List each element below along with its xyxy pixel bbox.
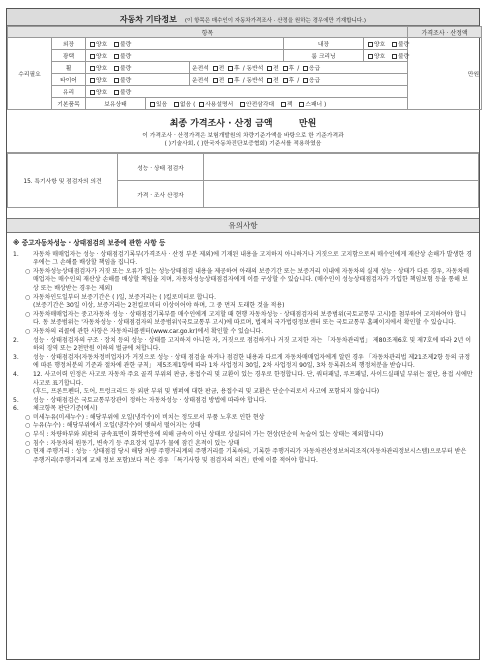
gloss-options: 양호 불량	[86, 50, 284, 62]
notice-item-number: 5.	[13, 396, 19, 404]
notice-item-bullet: ○	[25, 422, 31, 430]
gloss-good-checkbox[interactable]	[90, 54, 95, 59]
notice-item-bullet: ○	[25, 448, 31, 456]
notice-item-bullet	[25, 302, 33, 311]
notice-item-text: 자동차 매매업자는 성능 · 상태점검기록부(가격조사 · 산정 부분 제외)에 기재된 내용을 고지하지 아니하거나 거짓으로 고지함으로써 매수인에게 재산상 손해가 발생한 경우에는 그 손해를 배상할 책임을 집니다.	[33, 250, 472, 267]
final-price-heading: 최종 가격조사 · 산정 금액	[169, 119, 273, 129]
notice-item	[13, 388, 473, 397]
tire-driver-rear-checkbox[interactable]	[228, 78, 233, 83]
notice-item-bullet	[25, 251, 33, 268]
tire-positions: 운전석 전 후 / 동반석 전 후 / 응급	[190, 74, 408, 86]
notice-item	[13, 405, 473, 414]
notice-item-number	[13, 440, 25, 449]
notice-item-number	[13, 414, 25, 423]
wheel-label: 휠	[52, 62, 86, 74]
notice-item-text: 부식 : 차량하부와 외판의 금속표면이 화학반응에 의해 금속이 아닌 상태로 상실되어 가는 현상(단순히 녹슬어 있는 상태는 제외합니다)	[33, 431, 384, 439]
exterior-options: 양호 불량	[86, 38, 284, 50]
triangle-checkbox[interactable]	[240, 102, 245, 107]
notice-item	[13, 397, 473, 406]
notice-item	[13, 268, 473, 294]
row-basic-items	[8, 98, 482, 110]
notice-item-text: 자동차매매업자는 중고자동차 성능 · 상태점검기록부를 매수인에게 고지할 때 현행 자동차성능 · 상태점검자의 보증범위(국토교통부 고시)를 첨부하여 고지하여야 합니다. 동 보증범위는 '자동차성능 · 상태점검자의 보증범위'(국토교통부 고시)에 따르며, 법제처 국가법령정보센터 또는 국토교통부 홈페이지에서 확인할 수 있습니다.	[33, 310, 467, 327]
notice-item-bullet: ○	[25, 293, 31, 301]
repair-needed-label: 수리필요	[8, 38, 52, 110]
manual-checkbox[interactable]	[199, 102, 204, 107]
other-info-title-bar	[7, 9, 479, 26]
table-header	[8, 27, 482, 38]
notice-item-bullet	[25, 337, 33, 354]
summary-note-1: 이 가격조사 · 산정가격은 보험개발원의 차량기준가액을 바탕으로 한 기준가격과	[142, 133, 344, 139]
notice-item-number	[13, 388, 25, 397]
notice-item-number	[13, 422, 25, 431]
basic-items-label: 기본품목	[52, 98, 86, 110]
notice-item-text: 미세누유(미세누수) : 해당부위에 오일(냉각수)이 비치는 정도로서 부품 노후로 인한 현상	[33, 413, 265, 421]
basic-have-checkbox[interactable]	[150, 102, 155, 107]
basic-none-checkbox[interactable]	[174, 102, 179, 107]
wheel-bad-checkbox[interactable]	[114, 66, 119, 71]
notice-item-bullet: ○	[25, 439, 31, 447]
notice-item-bullet	[25, 397, 33, 406]
price-unit: 만원	[467, 72, 480, 78]
notice-item	[13, 328, 473, 337]
notice-item	[13, 440, 473, 449]
notice-item	[13, 422, 473, 431]
notice-item-number: 1.	[13, 250, 19, 258]
notice-item	[13, 302, 473, 311]
wheel-passenger-front-checkbox[interactable]	[267, 66, 272, 71]
section-subtitle: (이 항목은 매수인이 자동차가격조사 · 산정을 원하는 경우에만 기재합니다.)	[184, 18, 367, 24]
notice-item-text: 누유(누수) : 해당부위에서 오일(냉각수)이 맺혀서 떨어지는 상태	[33, 422, 201, 430]
appraiser-label: 가격 · 조사 산정자	[118, 181, 204, 208]
room-bad-checkbox[interactable]	[392, 54, 397, 59]
wheel-options: 양호 불량	[86, 62, 190, 74]
notice-item-number	[13, 328, 25, 337]
notice-item	[13, 337, 473, 354]
basic-items-options: 있음 없음 ( 사용설명서 안전삼각대 잭 스패너 )	[146, 98, 482, 110]
wheel-good-checkbox[interactable]	[90, 66, 95, 71]
notice-item-text: 자동차인도일부터 보증기간은 ( )일, 보증거리는 ( )킬로미터로 합니다.	[33, 293, 217, 301]
header-item: 항목	[8, 27, 408, 38]
exterior-good-checkbox[interactable]	[90, 42, 95, 47]
notice-item-text: 체크항목 판단기준(예시)	[33, 405, 98, 413]
final-price-summary	[7, 110, 479, 153]
notice-list	[13, 251, 473, 466]
notice-item	[13, 448, 473, 465]
interior-label: 내장	[284, 38, 364, 50]
notice-item-bullet	[25, 354, 33, 371]
notice-item-bullet	[25, 405, 33, 414]
notice-title: ※ 중고자동차성능 · 상태점검의 보증에 관한 사항 등	[13, 239, 166, 247]
notice-item-text: 성능 · 상태점검자(자동차정비업자)가 거짓으로 성능 · 상태 점검을 하거나 점검한 내용과 다르게 자동차매매업자에게 알린 경우 「자동차관리법 제21조제2항 등의 규정에 따른 행정처분의 기준과 절차에 관한 규칙」 제5조제1항에 따라 1차 사업정지 30일, 2차 사업정지 90일, 3차 등록취소의 행정처분을 받습니다.	[33, 353, 471, 370]
glass-bad-checkbox[interactable]	[114, 90, 119, 95]
notice-item-text: 자동차의 리콜에 관한 사항은 자동차리콜센터(www.car.go.kr)에서 확인할 수 있습니다.	[33, 327, 264, 335]
notice-item-number	[13, 311, 25, 328]
section-title: 자동차 기타정보	[119, 15, 177, 24]
notice-item	[13, 294, 473, 303]
room-good-checkbox[interactable]	[368, 54, 373, 59]
notice-item	[13, 311, 473, 328]
exterior-label: 외장	[52, 38, 86, 50]
other-info-table	[7, 26, 482, 110]
jack-checkbox[interactable]	[281, 102, 286, 107]
wheel-passenger-rear-checkbox[interactable]	[283, 66, 288, 71]
header-price: 가격조사 · 산정액	[408, 27, 482, 38]
notice-item-text: 성능 · 상태점검자의 구조 · 장치 등의 성능 · 상태를 고지하지 아니한 자, 거짓으로 점검하거나 거짓 고지한 자는 「자동차관리법」 제80조제6호 및 제7호에 따라 2년 이하의 징역 또는 2천만원 이하의 벌금에 처합니다.	[33, 336, 472, 353]
notice-item-bullet: ○	[25, 267, 31, 275]
interior-bad-checkbox[interactable]	[392, 42, 397, 47]
room-cleaning-label: 룸 크리닝	[284, 50, 364, 62]
notice-item-number	[13, 294, 25, 303]
notice-item-text: 침수 : 자동차의 원동기, 변속기 등 주요장치 일부가 물에 잠긴 흔적이 있는 상태	[33, 439, 240, 447]
notice-item	[13, 354, 473, 371]
summary-note-2: ( )기술사회, ( )한국자동차진단보증협회) 기준서를 적용하였음	[164, 141, 322, 147]
inspector-opinion-field[interactable]	[204, 154, 479, 181]
tire-spare-checkbox[interactable]	[303, 78, 308, 83]
notice-item-text: (후드, 프론트펜더, 도어, 트렁크리드 등 외판 부위 및 범퍼에 대한 판금, 용접수리 및 교환은 단순수리로서 사고에 포함되지 않습니다)	[33, 388, 380, 396]
notice-heading: 유의사항	[7, 218, 479, 233]
glass-good-checkbox[interactable]	[90, 90, 95, 95]
notice-item-number: 6.	[13, 405, 19, 413]
tire-passenger-rear-checkbox[interactable]	[283, 78, 288, 83]
notice-item-number	[13, 448, 25, 465]
interior-good-checkbox[interactable]	[368, 42, 373, 47]
interior-options: 양호 불량	[364, 38, 408, 50]
inspector-label: 성능 · 상태 점검자	[118, 154, 204, 181]
wheel-spare-checkbox[interactable]	[303, 66, 308, 71]
notice-item-bullet	[25, 371, 33, 388]
notice-item-number	[13, 268, 25, 294]
notice-item-bullet: ○	[25, 327, 31, 335]
notice-item-text: 성능 · 상태점검은 국토교통부장관이 정하는 자동차성능 · 상태점검 방법에 따라야 합니다.	[33, 396, 267, 404]
remarks-label: 15. 특기사항 및 점검자의 의견	[8, 154, 118, 208]
notice-item-bullet: ○	[25, 431, 31, 439]
notice-item-text: 자동차성능상태점검자가 거짓 또는 오류가 있는 성능상태점검 내용을 제공하여 아래의 보증기간 또는 보증거리 이내에 자동차의 실제 성능 · 상태가 다른 경우, 자동차매매업자는 매수인의 재산상 손해를 배상할 책임을 지며, 자동차성능상태점검자에게 이를 구상할 수 있습니다. (매수인이 성능상태점검자가 가입한 책임보험 등을 통해 보상 또는 배상받는 경우는 제외)	[33, 267, 470, 292]
gloss-label: 광택	[52, 50, 86, 62]
tire-options: 양호 불량	[86, 74, 190, 86]
gloss-bad-checkbox[interactable]	[114, 54, 119, 59]
notice-item-text: 현재 주행거리 : 성능 · 상태점검 당시 해당 차량 주행거리계의 주행거리를 기록하되, 기록한 주행거리가 자동차전산정보처리조직(자동차관리정보시스템)으로부터 받은 주행거리(주행거리계 교체 정보 포함)보다 적은 경우 「특기사항 및 점검자의 의견」란에 이를 적어야 합니다.	[33, 448, 467, 464]
notice-item-bullet: ○	[25, 413, 31, 421]
spanner-checkbox[interactable]	[299, 102, 304, 107]
possessed-label: 보유상태	[86, 98, 146, 110]
inspection-form	[6, 8, 480, 660]
notice-item-bullet: ○	[25, 310, 31, 318]
tire-good-checkbox[interactable]	[90, 78, 95, 83]
room-cleaning-options: 양호 불량	[364, 50, 408, 62]
notice-body	[7, 233, 479, 465]
appraiser-opinion-field[interactable]	[204, 181, 479, 208]
row-exterior	[8, 38, 482, 50]
tire-passenger-front-checkbox[interactable]	[267, 78, 272, 83]
wheel-positions: 운전석 전 후 / 동반석 전 후 / 응급	[190, 62, 408, 74]
tire-bad-checkbox[interactable]	[114, 78, 119, 83]
notice-item	[13, 431, 473, 440]
inspector-row	[8, 154, 479, 181]
notice-item-number: 2.	[13, 336, 19, 344]
notice-item-number: 4.	[13, 370, 19, 378]
wheel-driver-front-checkbox[interactable]	[213, 66, 218, 71]
wheel-driver-rear-checkbox[interactable]	[228, 66, 233, 71]
notice-item	[13, 251, 473, 268]
tire-label: 타이어	[52, 74, 86, 86]
notice-item-number: 3.	[13, 353, 19, 361]
glass-label: 유리	[52, 86, 86, 98]
notice-item-number	[13, 302, 25, 311]
exterior-bad-checkbox[interactable]	[114, 42, 119, 47]
notice-item-number	[13, 431, 25, 440]
notice-item-bullet	[25, 388, 33, 397]
notice-item	[13, 371, 473, 388]
notice-item-text: (보증기간은 30일 이상, 보증거리는 2천킬로미터 이상이어야 하며, 그 중 먼저 도래한 것을 적용)	[33, 302, 285, 310]
notice-item-text: 12. 사고이력 인정은 사고로 자동차 주요 골격 부위의 판금, 용접수리 및 교환이 있는 경우로 한정합니다. 단, 쿼터패널, 루프패널, 사이드실패널 부위는 절단, 용접 시에만 사고로 표기합니다.	[33, 370, 473, 387]
tire-driver-front-checkbox[interactable]	[213, 78, 218, 83]
signature-table	[7, 153, 479, 208]
glass-options: 양호 불량	[86, 86, 408, 98]
final-price-unit: 만원	[298, 119, 317, 129]
